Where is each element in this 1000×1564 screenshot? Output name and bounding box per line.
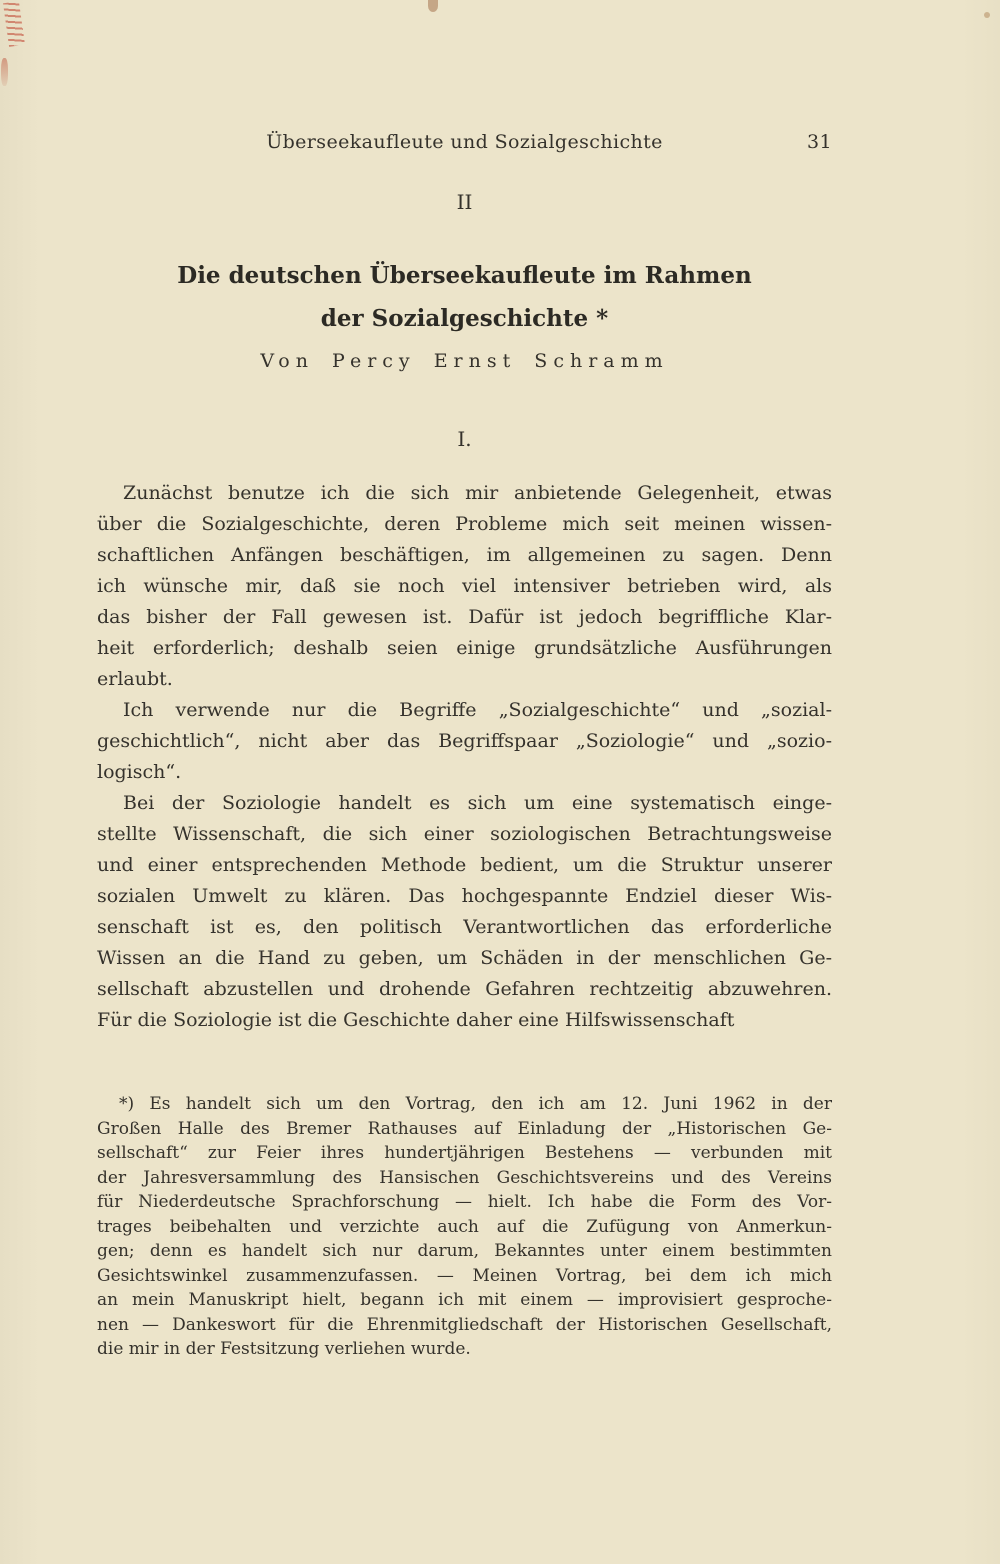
- author-line: Von Percy Ernst Schramm: [260, 350, 669, 372]
- text-line: erlaubt.: [97, 668, 173, 690]
- text-line: Gesichtswinkel zusammenzufassen. — Meinen Vortrag, bei dem ich mich: [97, 1265, 832, 1286]
- text-line: die mir in der Festsitzung verliehen wurde.: [97, 1339, 471, 1359]
- text-line: schaftlichen Anfängen beschäftigen, im allgemeinen zu sagen. Denn: [97, 544, 832, 566]
- text-line: über die Sozialgeschichte, deren Probleme mich seit meinen wissen-: [97, 513, 832, 535]
- running-header-text: Überseekaufleute und Sozialgeschichte: [266, 131, 663, 153]
- section-numeral: II: [456, 190, 473, 214]
- text-line: Großen Halle des Bremer Rathauses auf Einladung der „Historischen Ge-: [97, 1118, 832, 1139]
- text-line: geschichtlich“, nicht aber das Begriffspaar „Soziologie“ und „sozio-: [97, 730, 832, 752]
- footnote: [97, 1092, 832, 1362]
- paragraph-1: [97, 478, 832, 695]
- text-line: nen — Dankeswort für die Ehrenmitgliedschaft der Historischen Gesellschaft,: [97, 1314, 832, 1335]
- text-line: Ich verwende nur die Begriffe „Sozialgeschichte“ und „sozial-: [123, 699, 832, 721]
- scan-artifact-edge-smudge: [1, 58, 8, 86]
- text-line: für Niederdeutsche Sprachforschung — hielt. Ich habe die Form des Vor-: [97, 1192, 832, 1212]
- chapter-numeral: I.: [457, 427, 472, 451]
- text-line: trages beibehalten und verzichte auch auf die Zufügung von Anmerkun-: [97, 1216, 832, 1237]
- page-content: [97, 0, 832, 1362]
- text-line: ich wünsche mir, daß sie noch viel intensiver betrieben wird, als: [97, 575, 832, 597]
- text-line: *) Es handelt sich um den Vortrag, den ich am 12. Juni 1962 in der: [119, 1094, 832, 1114]
- article-title: [97, 254, 832, 340]
- scan-artifact-red-marks: [3, 1, 25, 47]
- text-line: logisch“.: [97, 761, 182, 783]
- text-line: senschaft ist es, den politisch Verantwortlichen das erforderliche: [97, 916, 832, 938]
- body-text: [97, 478, 832, 1036]
- text-line: Zunächst benutze ich die sich mir anbietende Gelegenheit, etwas: [123, 482, 832, 504]
- text-line: Für die Soziologie ist die Geschichte daher eine Hilfswissenschaft: [97, 1009, 735, 1031]
- text-line: der Jahresversammlung des Hansischen Geschichtsvereins und des Vereins: [97, 1167, 832, 1188]
- text-line: sozialen Umwelt zu klären. Das hochgespannte Endziel dieser Wis-: [97, 885, 832, 907]
- text-line: sellschaft“ zur Feier ihres hundertjährigen Bestehens — verbunden mit: [97, 1143, 832, 1163]
- scan-artifact-corner-speck: [984, 12, 990, 18]
- text-line: Wissen an die Hand zu geben, um Schäden in der menschlichen Ge-: [97, 947, 832, 969]
- text-line: an mein Manuskript hielt, begann ich mit einem — improvisiert gesproche-: [97, 1290, 832, 1310]
- text-line: das bisher der Fall gewesen ist. Dafür ist jedoch begriffliche Klar-: [97, 606, 832, 628]
- text-line: sellschaft abzustellen und drohende Gefahren rechtzeitig abzuwehren.: [97, 978, 832, 1000]
- text-line: und einer entsprechenden Methode bedient, um die Struktur unserer: [97, 854, 832, 876]
- text-line: stellte Wissenschaft, die sich einer soziologischen Betrachtungsweise: [97, 823, 832, 845]
- title-line-1: Die deutschen Überseekaufleute im Rahmen: [177, 262, 752, 289]
- text-line: heit erforderlich; deshalb seien einige grundsätzliche Ausführungen: [97, 637, 832, 659]
- paragraph-3: [97, 788, 832, 1036]
- text-line: Bei der Soziologie handelt es sich um eine systematisch einge-: [123, 792, 832, 814]
- page-number: 31: [807, 131, 832, 153]
- title-line-2: der Sozialgeschichte *: [320, 305, 609, 332]
- paragraph-2: [97, 695, 832, 788]
- text-line: gen; denn es handelt sich nur darum, Bekanntes unter einem bestimmten: [97, 1241, 832, 1261]
- running-header: [97, 130, 832, 154]
